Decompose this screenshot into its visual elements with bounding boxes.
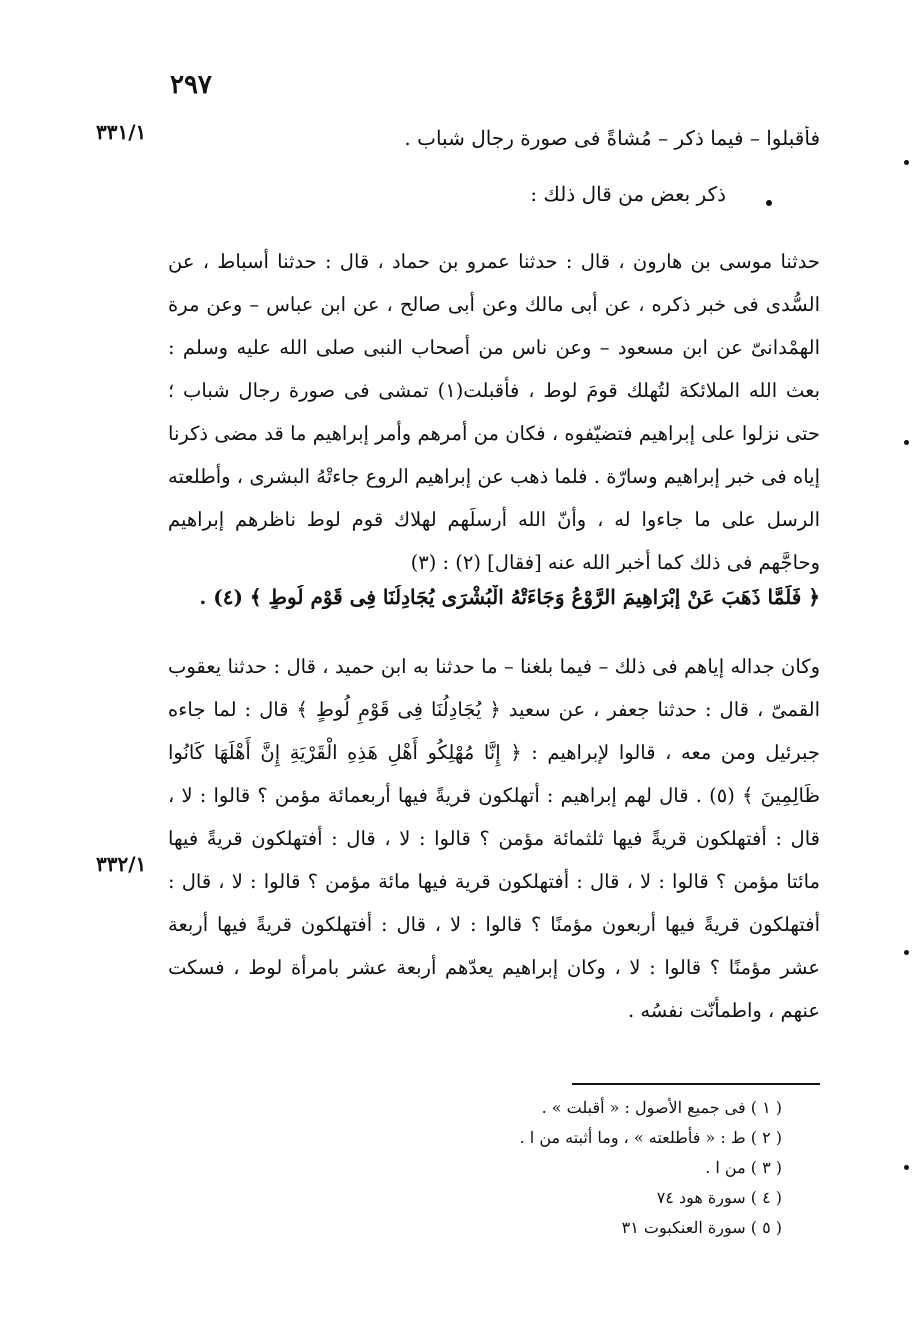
edge-mark [904,1165,909,1170]
footnote-5: ( ٥ ) سورة العنكبوت ٣١ [621,1218,782,1237]
edge-mark [904,440,909,445]
subheading [168,182,768,206]
margin-reference: ٣٣١/١ [96,120,147,144]
page-number: ٢٩٧ [170,70,212,100]
footnote-separator [572,1083,820,1085]
bullet-dot [766,200,772,206]
edge-mark [904,950,909,955]
footnote-1: ( ١ ) فى جميع الأصول : « أقبلت » . [541,1098,782,1117]
footnote-2: ( ٢ ) ط : « فأطلعته » ، وما أثبته من ا . [519,1128,782,1147]
paragraph-1: حدثنا موسى بن هارون ، قال : حدثنا عمرو بن حماد ، قال : حدثنا أسباط ، عن السُّدى فى خبر ذكره ، عن أبى مالك وعن أبى صالح ، عن ابن عباس – وعن مرة الهمْدانىّ عن ابن مسعود – وعن ناس من أصحاب النبى صلى الله عليه وسلم : بعث الله الملائكة لتُهلك قومَ لوط ، فأقبلت(١) تمشى فى صورة رجال شباب ؛ حتى نزلوا على إبراهيم فتضيّفوه ، فكان من أمرهم وأمر إبراهيم ما قد مضى ذكرنا إياه فى خبر إبراهيم وسارّة . فلما ذهب عن إبراهيم الروع جاءتْهُ البشرى ، وأطلعته الرسل على ما جاءوا له ، وأنّ الله أرسلَهم لهلاك قوم لوط ناظرهم إبراهيم وحاجَّهم فى ذلك كما أخبر الله عنه [فقال] (٢) : (٣) [168,250,820,574]
quran-verse-1: ﴿ فَلَمَّا ذَهَبَ عَنْ إِبْرَاهِيمَ الرَّوْعُ وَجَاءَتْهُ الْبُشْرَى يُجَادِلُنَا فِى قَوْمِ لُوطٍ ﴾ (٤) . [199,585,820,609]
paragraph-2: وكان جداله إياهم فى ذلك – فيما بلغنا – ما حدثنا به ابن حميد ، قال : حدثنا يعقوب القمىّ ، قال : حدثنا جعفر ، عن سعيد ﴿ يُجَادِلُنَا فِى قَوْمِ لُوطٍ ﴾ قال : لما جاءه جبرئيل ومن معه ، قالوا لإبراهيم : ﴿ إِنَّا مُهْلِكُو أَهْلِ هَذِهِ الْقَرْيَةِ إِنَّ أَهْلَهَا كَانُوا ظَالِمِينَ ﴾ (٥) . قال لهم إبراهيم : أتهلكون قريةً فيها أربعمائة مؤمن ؟ قالوا : لا ، قال : أفتهلكون قريةً فيها ثلثمائة مؤمن ؟ قالوا : لا ، قال : أفتهلكون قريةً فيها مائتا مؤمن ؟ قالوا : لا ، قال : أفتهلكون قرية فيها مائة مؤمن ؟ قالوا : لا ، قال : أفتهلكون قريةً فيها أربعون مؤمنًا ؟ قالوا : لا ، قال : أفتهلكون قريةً فيها أربعة عشر مؤمنًا ؟ قالوا : لا ، وكان إبراهيم يعدّهم أربعة عشر بامرأة لوط ، فسكت عنهم ، واطمأنّت نفسُه . [168,655,820,1022]
edge-mark [904,160,909,165]
subheading-text: ذكر بعض من قال ذلك : [530,182,726,206]
footnote-4: ( ٤ ) سورة هود ٧٤ [656,1188,782,1207]
footnote-3: ( ٣ ) من ا . [705,1158,782,1177]
margin-reference: ٣٣٢/١ [96,852,147,876]
top-line: فأقبلوا – فيما ذكر – مُشاةً فى صورة رجال شباب . [404,126,820,150]
